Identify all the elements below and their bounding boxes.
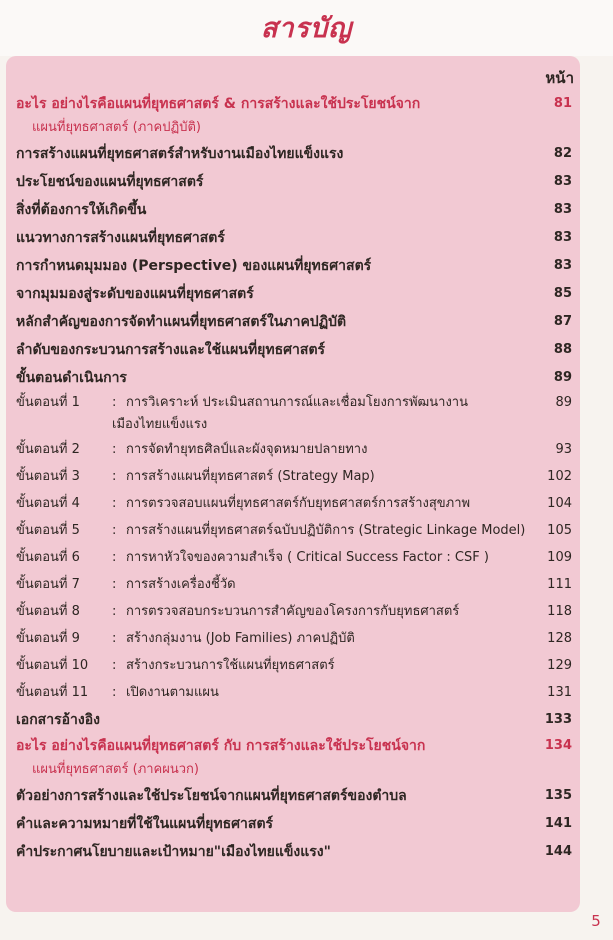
toc-entry-title: ลำดับของกระบวนการสร้างและใช้แผนที่ยุทธศาสตร์ [16,342,326,358]
step-separator: : [112,631,117,646]
step-title: การตรวจสอบกระบวนการสำคัญของโครงการกับยุทธศาสตร์ [126,604,460,619]
toc-part-entry [16,734,574,782]
step-number: ขั้นตอนที่ 2 [16,442,80,457]
toc-entry [16,280,574,308]
toc-entry-continuation: แผนที่ยุทธศาสตร์ (ภาคผนวก) [32,762,200,777]
step-title: การวิเคราะห์ ประเมินสถานการณ์และเชื่อมโยงการพัฒนางาน [126,395,468,410]
toc-step-entry [16,490,574,517]
step-number: ขั้นตอนที่ 1 [16,395,80,410]
toc-entry-title: การกำหนดมุมมอง (Perspective) ของแผนที่ยุทธศาสตร์ [16,258,372,274]
step-number: ขั้นตอนที่ 3 [16,469,80,484]
step-separator: : [112,577,117,592]
toc-page-number: 135 [544,788,572,803]
toc-entry-continuation: แผนที่ยุทธศาสตร์ (ภาคปฏิบัติ) [32,120,201,135]
toc-step-entry [16,392,574,436]
toc-entry-title: หลักสำคัญของการจัดทำแผนที่ยุทธศาสตร์ในภาคปฏิบัติ [16,314,347,330]
toc-entry [16,196,574,224]
toc-entry-title: ขั้นตอนดำเนินการ [16,370,127,386]
toc-entry [16,140,574,168]
toc-page-number: 102 [547,469,572,484]
step-separator: : [112,685,117,700]
step-separator: : [112,550,117,565]
toc-entry-title [16,544,574,571]
step-number: ขั้นตอนที่ 11 [16,685,89,700]
toc-page-number: 89 [555,395,572,410]
toc-step-entry [16,679,574,706]
step-number: ขั้นตอนที่ 4 [16,496,80,511]
toc-entry-title: คำและความหมายที่ใช้ในแผนที่ยุทธศาสตร์ [16,816,274,832]
toc-entry [16,810,574,838]
step-separator: : [112,395,117,410]
toc-page-number: 83 [553,174,572,189]
toc-step-entry [16,598,574,625]
toc-entry [16,308,574,336]
toc-page-number: 131 [547,685,572,700]
step-title: การหาหัวใจของความสำเร็จ ( Critical Success Factor : CSF ) [126,550,489,565]
toc-entry [16,224,574,252]
toc-step-entry [16,571,574,598]
toc-page-number: 93 [555,442,572,457]
toc-step-entry [16,517,574,544]
toc-page-number: 82 [553,146,572,161]
toc-entry [16,782,574,810]
toc-entry-title: เอกสารอ้างอิง [16,712,100,728]
toc-entry [16,168,574,196]
page-number: 5 [591,912,601,930]
toc-entry-title: คำประกาศนโยบายและเป้าหมาย"เมืองไทยแข็งแรง" [16,844,331,860]
toc-entry-title: อะไร อย่างไรคือแผนที่ยุทธศาสตร์ & การสร้างและใช้ประโยชน์จาก [16,96,421,112]
toc-entry-title [16,571,574,598]
toc-page-number: 118 [547,604,572,619]
toc-entry-title: แนวทางการสร้างแผนที่ยุทธศาสตร์ [16,230,225,246]
toc-step-entry [16,544,574,571]
step-number: ขั้นตอนที่ 8 [16,604,80,619]
toc-entry-title [16,625,574,652]
toc-page-number: 109 [547,550,572,565]
toc-entry [16,838,574,866]
step-separator: : [112,658,117,673]
toc-entry-title [16,598,574,625]
step-number: ขั้นตอนที่ 5 [16,523,80,538]
toc-page-number: 81 [553,96,572,111]
page-title: สารบัญ [260,13,353,44]
toc-page-number: 111 [547,577,572,592]
step-separator: : [112,523,117,538]
step-number: ขั้นตอนที่ 6 [16,550,80,565]
toc-page-number: 141 [544,816,572,831]
toc-entry-title: สิ่งที่ต้องการให้เกิดขึ้น [16,202,147,218]
toc-entry-title: อะไร อย่างไรคือแผนที่ยุทธศาสตร์ กับ การสร้างและใช้ประโยชน์จาก [16,738,426,754]
toc-entry-title: ตัวอย่างการสร้างและใช้ประโยชน์จากแผนที่ยุทธศาสตร์ของตำบล [16,788,407,804]
toc-entry-title [16,652,574,679]
step-title: การตรวจสอบแผนที่ยุทธศาสตร์กับยุทธศาสตร์การสร้างสุขภาพ [126,496,471,511]
toc-page-number: 85 [553,286,572,301]
toc-page-number: 83 [553,230,572,245]
step-separator: : [112,442,117,457]
toc-step-entry [16,436,574,463]
step-title: สร้างกระบวนการใช้แผนที่ยุทธศาสตร์ [126,658,335,673]
step-number: ขั้นตอนที่ 9 [16,631,80,646]
toc-page-number: 89 [553,370,572,385]
toc-part-entry [16,92,574,140]
toc-page-number: 105 [547,523,572,538]
toc-step-entry [16,652,574,679]
toc-page-number: 128 [547,631,572,646]
step-title: การสร้างเครื่องชี้วัด [126,577,236,592]
page-column-label: หน้า [545,69,574,87]
step-title: การจัดทำยุทธศิลป์และผังจุดหมายปลายทาง [126,442,368,457]
step-title: สร้างกลุ่มงาน (Job Families) ภาคปฏิบัติ [126,631,355,646]
toc-entry-title [16,490,574,517]
toc-page-number: 129 [547,658,572,673]
toc-entry [16,706,574,734]
toc-entry-title [16,463,574,490]
toc-page-number: 83 [553,258,572,273]
toc-page-number: 134 [544,738,572,753]
step-separator: : [112,604,117,619]
toc-page-number: 87 [553,314,572,329]
toc-page-number: 104 [547,496,572,511]
toc-step-entry [16,625,574,652]
toc-entry-title [16,679,574,706]
step-title: การสร้างแผนที่ยุทธศาสตร์ (Strategy Map) [126,469,375,484]
step-title: การสร้างแผนที่ยุทธศาสตร์ฉบับปฏิบัติการ (Strategic Linkage Model) [126,523,526,538]
step-title: เปิดงานตามแผน [126,685,219,700]
toc-entry-title: การสร้างแผนที่ยุทธศาสตร์สำหรับงานเมืองไทยแข็งแรง [16,146,344,162]
toc-page-number: 83 [553,202,572,217]
toc-page-number: 144 [544,844,572,859]
step-separator: : [112,496,117,511]
toc-entry-title [16,436,574,463]
toc-entry-continuation: เมืองไทยแข็งแรง [112,417,208,432]
toc-entry [16,252,574,280]
toc-entry-title [16,392,574,414]
table-of-contents [16,92,574,866]
step-number: ขั้นตอนที่ 10 [16,658,89,673]
toc-entry-title [16,517,574,544]
step-number: ขั้นตอนที่ 7 [16,577,80,592]
toc-entry-title: จากมุมมองสู่ระดับของแผนที่ยุทธศาสตร์ [16,286,254,302]
step-separator: : [112,469,117,484]
toc-step-entry [16,463,574,490]
toc-entry [16,364,574,392]
toc-entry-title: ประโยชน์ของแผนที่ยุทธศาสตร์ [16,174,204,190]
toc-entry [16,336,574,364]
toc-page-number: 133 [544,712,572,727]
toc-page-number: 88 [553,342,572,357]
